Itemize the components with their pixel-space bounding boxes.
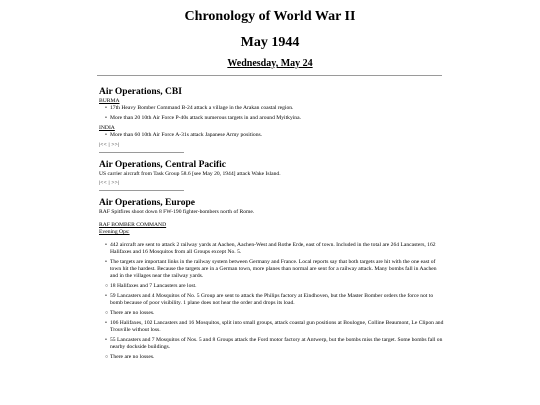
paragraph: RAF Spitfires shoot down 8 FW-190 fighter-bombers north of Rome.	[99, 209, 255, 215]
list-item: • 55 Lancasters and 7 Mosquitos of Nos. 5 and 8 Groups attack the Ford motor factory at Antwerp, but the bombs miss the target. Some bombs fall on nearby dockside buildings.	[105, 337, 444, 351]
section-nav: |<< | >>|	[99, 180, 120, 186]
list-item: • 17th Heavy Bomber Command B-24 attack a village in the Arakan coastal region.	[105, 105, 444, 112]
divider	[99, 152, 184, 153]
section-air-operations-central-pacific	[99, 159, 444, 191]
section-heading: Air Operations, CBI	[99, 87, 182, 97]
list	[99, 105, 444, 122]
list-item: ○ 18 Halifaxes and 7 Lancasters are lost.	[105, 283, 444, 290]
list	[99, 132, 444, 139]
evening-ops-label: Evening Ops:	[99, 229, 130, 235]
section-heading: Air Operations, Central Pacific	[99, 160, 226, 170]
list-item: ○ There are no losses.	[105, 354, 444, 361]
section-air-operations-cbi	[99, 86, 444, 153]
list-item: • 442 aircraft are sent to attack 2 railway yards at Aachen, Aachen-West and Rothe Erde, east of town. Included in the total are 264 Lancasters, 162 Halifaxes and 16 Mosquitos from all Groups except No. 5.	[105, 242, 444, 256]
page-title: Chronology of World War II	[184, 9, 356, 24]
date-heading: Wednesday, May 24	[227, 58, 313, 69]
paragraph: US carrier aircraft from Task Group 58.6 [see May 20, 1944] attack Wake Island.	[99, 171, 281, 177]
list-item: • The targets are important links in the railway system between Germany and France. Local reports say that both targets are hit with the one east of town hit the hardest. Because the targets are in a German town, more planes than normal are sent for a railway attack. Many bombs fall in Aachen and in the villages near the railway yards.	[105, 259, 444, 280]
next-link[interactable]: >>|	[111, 142, 120, 148]
list-item: • More than 20 10th Air Force P-40s attack numerous targets in and around Myitkyina.	[105, 115, 444, 122]
main-content	[99, 86, 444, 366]
region-label-india: INDIA	[99, 125, 115, 131]
section-heading: Air Operations, Europe	[99, 198, 195, 208]
raf-bomber-command-label: RAF BOMBER COMMAND	[99, 222, 167, 228]
section-air-operations-europe	[99, 197, 444, 361]
next-link[interactable]: >>|	[111, 180, 120, 186]
prev-link[interactable]: |<<	[99, 142, 107, 148]
page-subtitle: May 1944	[240, 35, 300, 50]
list-item: • 59 Lancasters and 4 Mosquitos of No. 5 Group are sent to attack the Philips factory at Eindhoven, but the Master Bomber orders the force not to bomb because of poor visibility. 1 plane does not hear the order and drops its load.	[105, 293, 444, 307]
region-label-burma: BURMA	[99, 98, 120, 104]
section-nav: |<< | >>|	[99, 142, 120, 148]
list-item: • More than 60 10th Air Force A-31s attack Japanese Army positions.	[105, 132, 444, 139]
list-item: ○ There are no losses.	[105, 310, 444, 317]
divider	[97, 75, 442, 76]
list	[99, 242, 444, 361]
list-item: • 106 Halifaxes, 102 Lancasters and 16 Mosquitos, split into small groups, attack coastal gun positions at Boulogne, Colline Beaumont, Le Clipon and Trouville without loss.	[105, 320, 444, 334]
divider	[99, 190, 184, 191]
prev-link[interactable]: |<<	[99, 180, 107, 186]
